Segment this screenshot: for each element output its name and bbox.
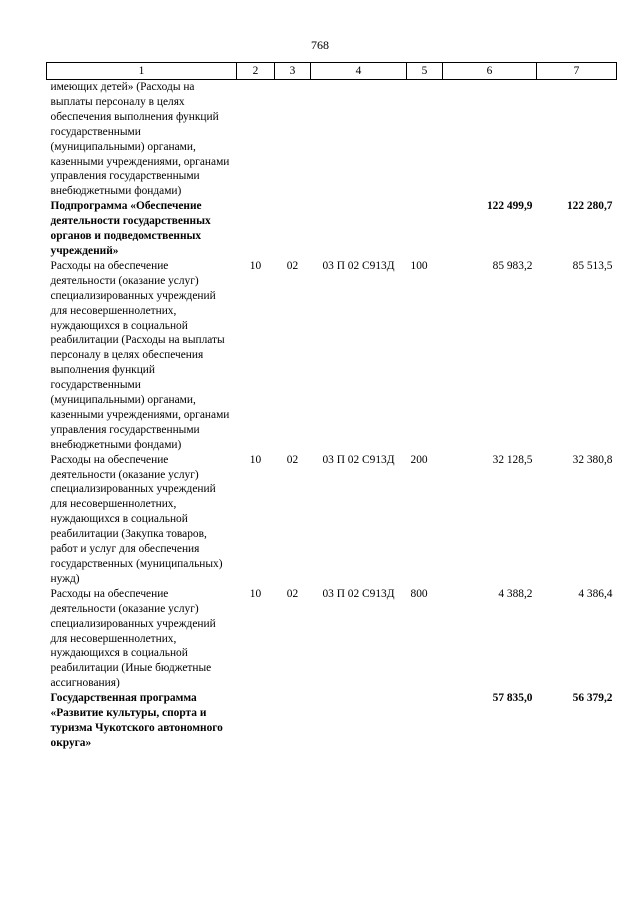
budget-table xyxy=(46,62,617,751)
row-expense-type xyxy=(407,199,443,259)
table-row xyxy=(47,587,617,691)
table-header-row xyxy=(47,63,617,80)
row-expense-type: 800 xyxy=(410,587,428,600)
row-section: 10 xyxy=(249,453,262,466)
row-amount-6: 85 983,2 xyxy=(492,259,533,272)
row-subsection: 02 xyxy=(286,259,299,272)
row-amount-6: 4 388,2 xyxy=(498,587,533,600)
table-row xyxy=(47,199,617,259)
row-amount-6: 122 499,9 xyxy=(486,200,533,213)
row-subsection xyxy=(275,691,311,751)
column-header-4: 4 xyxy=(311,63,407,80)
row-section: 10 xyxy=(249,259,262,272)
row-expense-type: 200 xyxy=(410,453,428,466)
row-target-article xyxy=(311,199,407,259)
row-target-article xyxy=(311,80,407,200)
column-header-2: 2 xyxy=(237,63,275,80)
row-expense-type xyxy=(407,80,443,200)
row-target-article: 03 П 02 С913Д xyxy=(322,259,395,272)
column-header-6: 6 xyxy=(443,63,537,80)
row-target-article: 03 П 02 С913Д xyxy=(322,587,395,600)
row-name: Расходы на обеспечение деятельности (оказание услуг) специализированных учреждений для несовершеннолетних, нуждающихся в социальной реабилитации (Расходы на выплаты персоналу в целях обеспечения выполнения функций государственными (муниципальными) органами, казенными учреждениями, органами управления государственными внебюджетными фондами) xyxy=(50,259,230,451)
row-target-article xyxy=(311,691,407,751)
row-amount-7: 4 386,4 xyxy=(578,587,613,600)
row-section xyxy=(237,80,275,200)
table-row xyxy=(47,259,617,453)
row-name: Расходы на обеспечение деятельности (оказание услуг) специализированных учреждений для несовершеннолетних, нуждающихся в социальной реабилитации (Иные бюджетные ассигнования) xyxy=(50,587,216,690)
column-header-5: 5 xyxy=(407,63,443,80)
row-expense-type: 100 xyxy=(410,259,428,272)
row-amount-6 xyxy=(443,80,537,200)
row-name: Государственная программа «Развитие культуры, спорта и туризма Чукотского автономного округа» xyxy=(50,692,223,749)
row-target-article: 03 П 02 С913Д xyxy=(322,453,395,466)
table-row xyxy=(47,453,617,587)
row-subsection: 02 xyxy=(286,453,299,466)
row-name: имеющих детей» (Расходы на выплаты персоналу в целях обеспечения выполнения функций государственными (муниципальными) органами, казенными учреждениями, органами управления государственными внебюджетными фондами) xyxy=(50,81,230,198)
page-number: 768 xyxy=(311,38,329,52)
column-header-1: 1 xyxy=(47,63,237,80)
row-amount-7: 32 380,8 xyxy=(572,453,613,466)
row-amount-6: 57 835,0 xyxy=(492,692,533,705)
table-row xyxy=(47,80,617,200)
row-amount-7 xyxy=(537,80,617,200)
row-amount-7: 122 280,7 xyxy=(566,200,613,213)
row-name: Подпрограмма «Обеспечение деятельности государственных органов и подведомственных учреждений» xyxy=(50,200,211,257)
row-section: 10 xyxy=(249,587,262,600)
row-amount-7: 56 379,2 xyxy=(572,692,613,705)
row-expense-type xyxy=(407,691,443,751)
table-row xyxy=(47,691,617,751)
row-subsection: 02 xyxy=(286,587,299,600)
row-section xyxy=(237,199,275,259)
column-header-7: 7 xyxy=(537,63,617,80)
row-subsection xyxy=(275,199,311,259)
column-header-3: 3 xyxy=(275,63,311,80)
row-subsection xyxy=(275,80,311,200)
row-amount-7: 85 513,5 xyxy=(572,259,613,272)
row-name: Расходы на обеспечение деятельности (оказание услуг) специализированных учреждений для несовершеннолетних, нуждающихся в социальной реабилитации (Закупка товаров, работ и услуг для обеспечения государственных (муниципальных) нужд) xyxy=(50,453,223,585)
row-section xyxy=(237,691,275,751)
row-amount-6: 32 128,5 xyxy=(492,453,533,466)
